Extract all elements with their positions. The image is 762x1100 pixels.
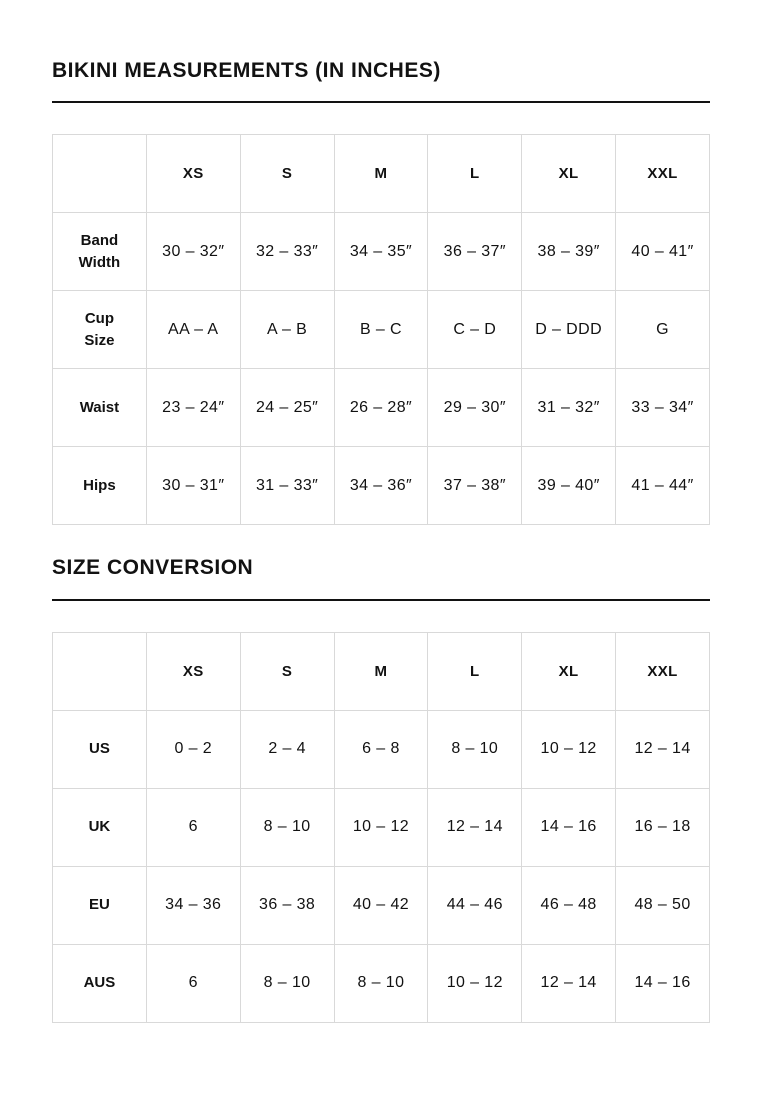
data-cell: 32 – 33″ [240,213,334,291]
row-label-cell: Cup Size [53,291,147,369]
data-cell: 12 – 14 [522,944,616,1022]
column-header-cell: M [334,135,428,213]
row-label-cell: EU [53,866,147,944]
data-cell: 46 – 48 [522,866,616,944]
data-cell: 10 – 12 [428,944,522,1022]
data-cell: 41 – 44″ [616,447,710,525]
data-cell: 34 – 36 [146,866,240,944]
size-conversion-table-wrap [52,632,710,1023]
data-cell: 16 – 18 [616,788,710,866]
data-cell: 12 – 14 [616,710,710,788]
data-cell: 6 [146,944,240,1022]
bikini-measurements-table-wrap [52,134,710,525]
data-cell: 31 – 33″ [240,447,334,525]
data-cell: 40 – 41″ [616,213,710,291]
data-cell: 30 – 31″ [146,447,240,525]
row-label-cell: Hips [53,447,147,525]
data-cell: 24 – 25″ [240,369,334,447]
size-conversion-table [52,632,710,1023]
data-cell: 30 – 32″ [146,213,240,291]
data-cell: 38 – 39″ [522,213,616,291]
section-size-conversion [52,555,710,1022]
data-cell: 12 – 14 [428,788,522,866]
column-header-cell: XS [146,135,240,213]
column-header-cell: S [240,135,334,213]
column-header-cell: XXL [616,632,710,710]
data-cell: G [616,291,710,369]
bikini-measurements-title: BIKINI MEASUREMENTS (IN INCHES) [52,59,441,82]
data-cell: 8 – 10 [240,944,334,1022]
table-row [53,788,710,866]
data-cell: 0 – 2 [146,710,240,788]
data-cell: 14 – 16 [522,788,616,866]
data-cell: 8 – 10 [240,788,334,866]
table-row [53,447,710,525]
data-cell: 37 – 38″ [428,447,522,525]
table-row [53,866,710,944]
header-row [53,135,710,213]
data-cell: 8 – 10 [334,944,428,1022]
data-cell: 44 – 46 [428,866,522,944]
data-cell: 34 – 36″ [334,447,428,525]
column-header-cell: L [428,135,522,213]
data-cell: 10 – 12 [522,710,616,788]
row-label-cell: US [53,710,147,788]
data-cell: 26 – 28″ [334,369,428,447]
data-cell: A – B [240,291,334,369]
data-cell: D – DDD [522,291,616,369]
title-rule [52,101,710,103]
table-row [53,944,710,1022]
data-cell: 14 – 16 [616,944,710,1022]
column-header-cell: XL [522,632,616,710]
data-cell: 6 [146,788,240,866]
data-cell: 23 – 24″ [146,369,240,447]
header-row [53,632,710,710]
size-conversion-title: SIZE CONVERSION [52,556,254,580]
corner-cell [53,632,147,710]
data-cell: 33 – 34″ [616,369,710,447]
column-header-cell: XL [522,135,616,213]
data-cell: 29 – 30″ [428,369,522,447]
corner-cell [53,135,147,213]
data-cell: 39 – 40″ [522,447,616,525]
table-row [53,291,710,369]
data-cell: 48 – 50 [616,866,710,944]
title-rule [52,599,710,601]
column-header-cell: M [334,632,428,710]
column-header-cell: XS [146,632,240,710]
data-cell: 31 – 32″ [522,369,616,447]
column-header-cell: L [428,632,522,710]
data-cell: AA – A [146,291,240,369]
data-cell: 10 – 12 [334,788,428,866]
table-row [53,710,710,788]
column-header-cell: XXL [616,135,710,213]
data-cell: 6 – 8 [334,710,428,788]
data-cell: 2 – 4 [240,710,334,788]
row-label-cell: Band Width [53,213,147,291]
bikini-measurements-table [52,134,710,525]
row-label-cell: Waist [53,369,147,447]
table-row [53,213,710,291]
row-label-cell: UK [53,788,147,866]
data-cell: 36 – 37″ [428,213,522,291]
data-cell: 34 – 35″ [334,213,428,291]
row-label-cell: AUS [53,944,147,1022]
data-cell: 40 – 42 [334,866,428,944]
data-cell: C – D [428,291,522,369]
table-row [53,369,710,447]
section-bikini-measurements [52,58,710,525]
data-cell: B – C [334,291,428,369]
column-header-cell: S [240,632,334,710]
data-cell: 36 – 38 [240,866,334,944]
data-cell: 8 – 10 [428,710,522,788]
